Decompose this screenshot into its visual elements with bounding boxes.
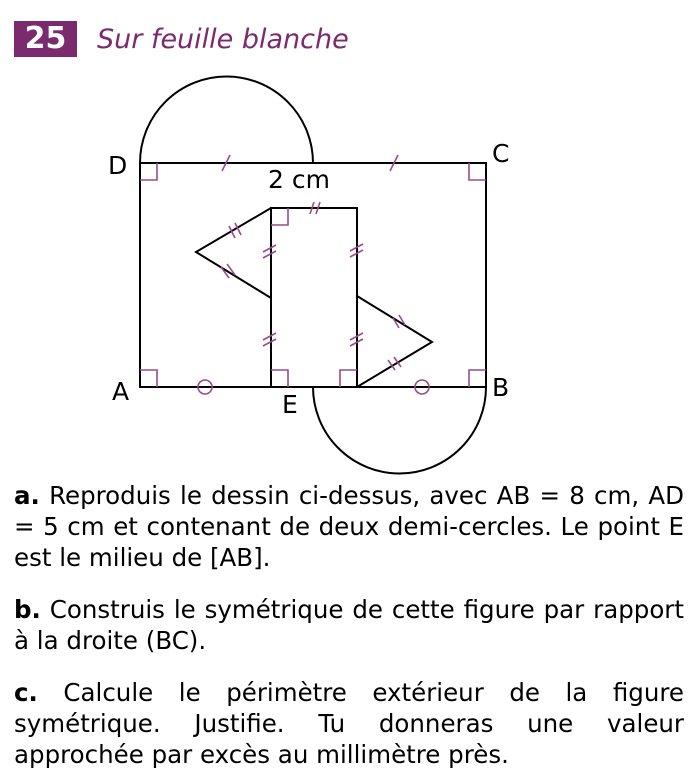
part-c-letter: c. xyxy=(14,678,38,707)
rectangle-abcd xyxy=(140,163,486,387)
part-b-letter: b. xyxy=(14,595,41,624)
part-b-text: Construis le symétrique de cette figure par rapport à la droite (BC). xyxy=(14,595,684,655)
point-label-e: E xyxy=(282,390,298,419)
right-angle-mark-sq-tl xyxy=(271,208,288,225)
right-angle-mark-a xyxy=(140,370,157,387)
left-triangle xyxy=(196,208,271,298)
exercise-title: Sur feuille blanche xyxy=(97,23,349,55)
point-label-b: B xyxy=(492,373,510,402)
right-angle-mark-d xyxy=(140,163,157,180)
inner-square xyxy=(271,208,357,387)
right-angle-mark-sq-br xyxy=(340,370,357,387)
point-label-a: A xyxy=(112,377,130,406)
point-label-d: D xyxy=(108,151,128,180)
point-label-c: C xyxy=(492,139,510,168)
dimension-label: 2 cm xyxy=(268,165,330,194)
exercise-part-b xyxy=(14,594,684,656)
part-a-text: Reproduis le dessin ci-dessus, avec AB = 8 cm, AD = 5 cm et contenant de deux demi-cercles. Le point E est le milieu de [AB]. xyxy=(14,481,684,572)
exercise-part-a xyxy=(14,480,684,573)
right-angle-mark-sq-bl xyxy=(271,370,288,387)
exercise-number-badge: 25 xyxy=(14,21,77,57)
right-triangle xyxy=(357,296,432,387)
right-angle-mark-b xyxy=(469,370,486,387)
lower-semicircle xyxy=(313,387,486,473)
part-a-letter: a. xyxy=(14,481,40,510)
right-angle-mark-c xyxy=(469,163,486,180)
upper-semicircle xyxy=(140,76,313,163)
part-c-text: Calcule le périmètre extérieur de la figure symétrique. Justifie. Tu donneras une valeur approchée par excès au millimètre près. xyxy=(14,678,684,769)
exercise-part-c xyxy=(14,677,684,770)
